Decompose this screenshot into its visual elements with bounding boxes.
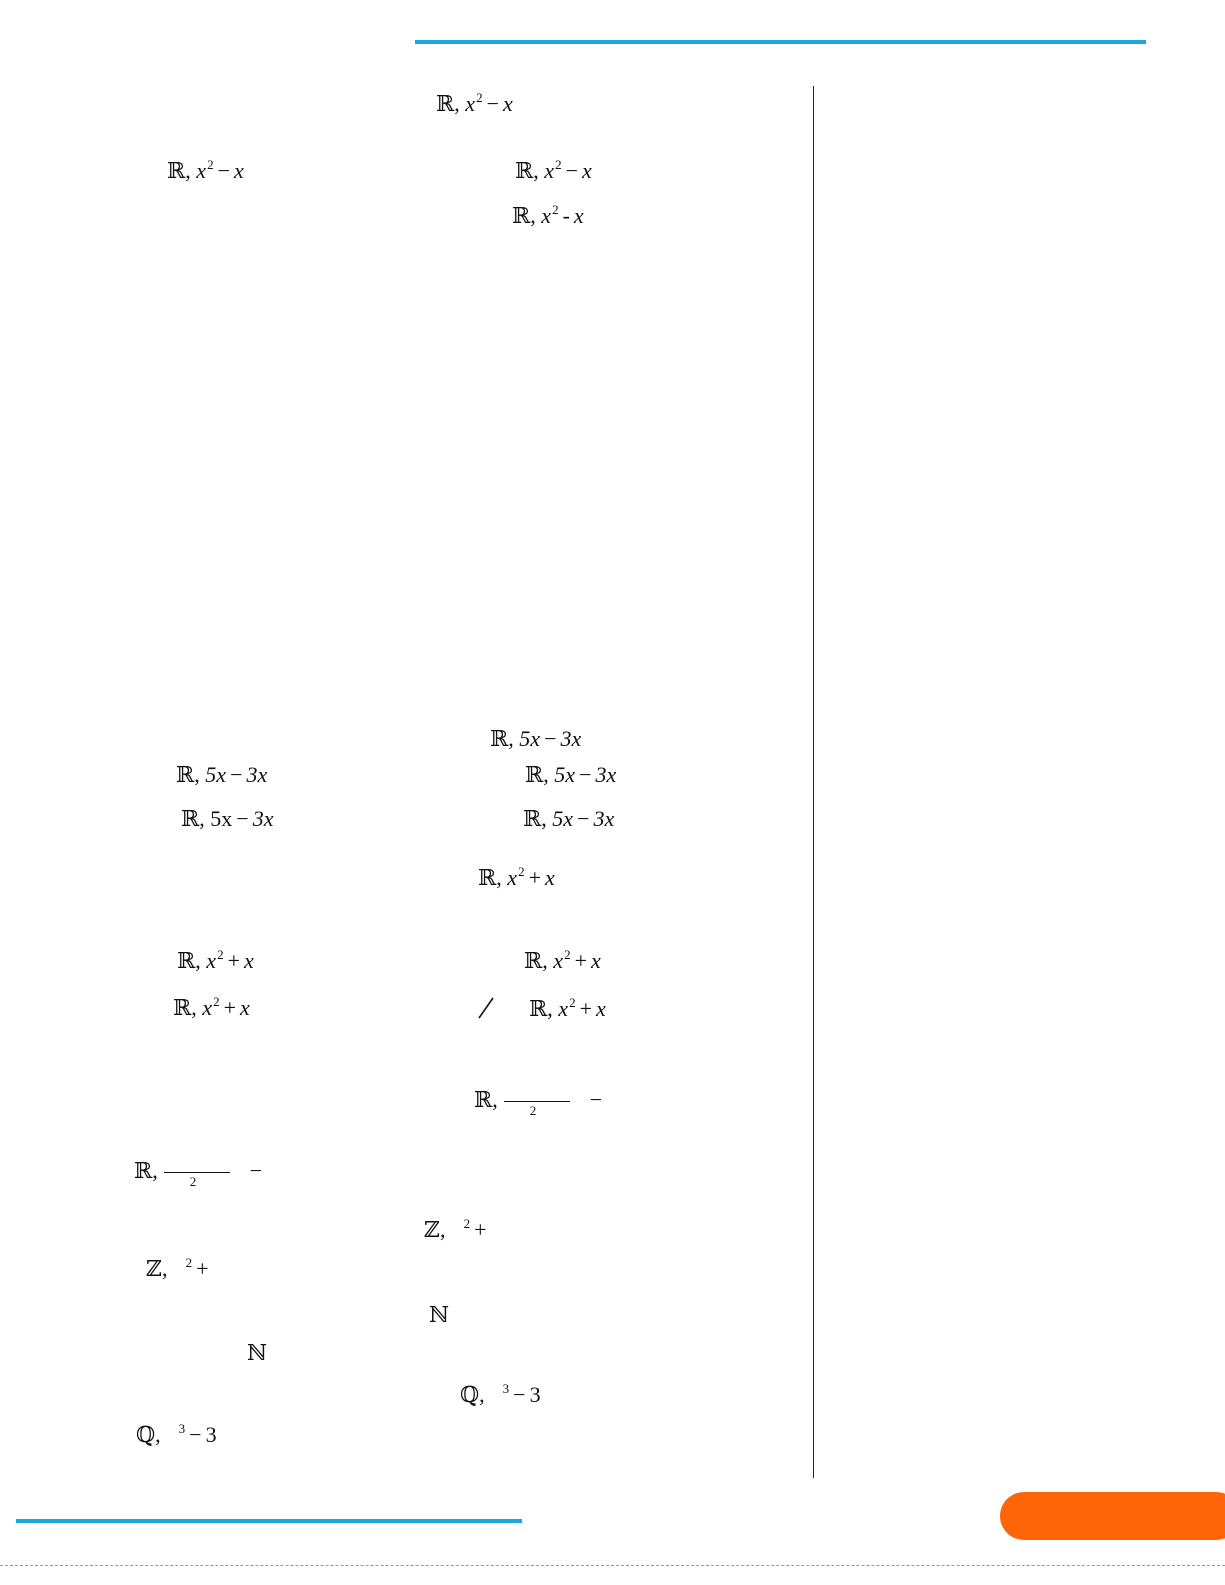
exponent: 2 xyxy=(564,947,571,962)
plus-sign: + xyxy=(474,1217,487,1242)
set-r: ℝ, xyxy=(515,158,539,183)
exponent: 2 xyxy=(185,1255,193,1270)
expr-2-option-a xyxy=(176,762,267,788)
set-r: ℝ, xyxy=(478,865,502,890)
fraction xyxy=(502,1087,570,1118)
minus-sign: − xyxy=(579,762,592,787)
set-r: ℝ, xyxy=(181,806,205,831)
expr-3-option-a xyxy=(177,948,254,977)
expr-2-prompt xyxy=(490,726,581,752)
coefficient-5: 5 xyxy=(210,806,222,831)
expr-7-prompt xyxy=(460,1382,541,1411)
plus-sign: + xyxy=(528,865,541,890)
term-3x: 3x xyxy=(252,806,274,831)
set-q: ℚ, xyxy=(460,1382,485,1407)
expr-4-answer xyxy=(134,1158,266,1189)
set-r: ℝ, xyxy=(173,995,197,1020)
variable-x: x xyxy=(544,158,555,183)
minus-sign: − xyxy=(513,1382,526,1407)
fraction xyxy=(162,1158,230,1189)
expr-1-option-b xyxy=(515,158,592,187)
minus-sign: − xyxy=(249,1158,263,1183)
hyphen-sign: - xyxy=(562,203,570,228)
expr-2-option-c xyxy=(181,806,273,832)
term-3x: 3x xyxy=(560,726,582,751)
constant-3: 3 xyxy=(529,1382,541,1407)
expr-1-prompt xyxy=(436,91,513,120)
plus-sign: + xyxy=(579,996,592,1021)
expr-2-option-b xyxy=(525,762,616,788)
exponent: 3 xyxy=(178,1421,186,1436)
expr-4-prompt xyxy=(474,1087,606,1118)
minus-sign: − xyxy=(589,1087,603,1112)
exponent: 3 xyxy=(502,1381,510,1396)
set-r: ℝ, xyxy=(490,726,514,751)
term-5x: 5x xyxy=(552,806,574,831)
plus-sign: + xyxy=(196,1256,209,1281)
set-q: ℚ, xyxy=(136,1422,161,1447)
set-z: ℤ, xyxy=(146,1256,168,1281)
term-3x: 3x xyxy=(246,762,268,787)
variable-x: x xyxy=(573,203,584,228)
exponent: 2 xyxy=(569,995,576,1010)
variable-x: x xyxy=(465,91,476,116)
cut-line xyxy=(0,1565,1225,1566)
minus-sign: − xyxy=(486,91,499,116)
plus-sign: + xyxy=(223,995,236,1020)
minus-sign: − xyxy=(189,1422,202,1447)
set-r: ℝ, xyxy=(176,762,200,787)
variable-x: x xyxy=(595,996,606,1021)
exponent: 2 xyxy=(207,157,214,172)
variable-x: x xyxy=(553,948,564,973)
header-rule xyxy=(415,40,1146,44)
term-3x: 3x xyxy=(595,762,617,787)
expr-7-answer xyxy=(136,1422,217,1451)
expr-3-option-c xyxy=(173,995,250,1024)
expr-2-option-d xyxy=(523,806,614,832)
term-5x: 5x xyxy=(205,762,227,787)
footer-rule xyxy=(16,1519,522,1523)
set-r: ℝ, xyxy=(134,1158,158,1183)
variable-x: x xyxy=(541,203,552,228)
variable-x: x xyxy=(581,158,592,183)
set-r: ℝ, xyxy=(529,996,553,1021)
expr-6-answer xyxy=(247,1340,267,1366)
page-tab xyxy=(1000,1492,1225,1540)
slash-mark-icon xyxy=(476,996,496,1020)
exponent: 2 xyxy=(213,994,220,1009)
variable-x: x xyxy=(502,91,513,116)
minus-sign: − xyxy=(565,158,578,183)
variable-x: x xyxy=(239,995,250,1020)
exponent: 2 xyxy=(217,947,224,962)
exponent: 2 xyxy=(555,157,562,172)
denominator: 2 xyxy=(189,1174,197,1189)
expr-3-option-d xyxy=(529,996,606,1025)
set-z: ℤ, xyxy=(424,1217,446,1242)
denominator: 2 xyxy=(529,1103,537,1118)
expr-3-prompt xyxy=(478,865,555,894)
variable-x-upright: x xyxy=(221,806,233,831)
exponent: 2 xyxy=(476,90,483,105)
variable-x: x xyxy=(206,948,217,973)
plus-sign: + xyxy=(227,948,240,973)
expr-5-answer xyxy=(146,1256,212,1285)
variable-x: x xyxy=(507,865,518,890)
variable-x: x xyxy=(196,158,207,183)
term-5x: 5x xyxy=(554,762,576,787)
variable-x: x xyxy=(590,948,601,973)
set-n: ℕ xyxy=(247,1340,268,1365)
set-r: ℝ, xyxy=(524,948,548,973)
exponent: 2 xyxy=(518,864,525,879)
set-r: ℝ, xyxy=(512,203,536,228)
minus-sign: − xyxy=(577,806,590,831)
column-divider xyxy=(813,86,814,1478)
term-3x: 3x xyxy=(593,806,615,831)
exponent: 2 xyxy=(463,1216,471,1231)
expr-6-prompt xyxy=(429,1302,449,1328)
set-r: ℝ, xyxy=(167,158,191,183)
variable-x: x xyxy=(243,948,254,973)
expr-1-option-a xyxy=(167,158,244,187)
plus-sign: + xyxy=(574,948,587,973)
minus-sign: − xyxy=(217,158,230,183)
exponent: 2 xyxy=(552,202,559,217)
constant-3: 3 xyxy=(205,1422,217,1447)
variable-x: x xyxy=(202,995,213,1020)
variable-x: x xyxy=(544,865,555,890)
expr-5-prompt xyxy=(424,1217,490,1246)
variable-x: x xyxy=(233,158,244,183)
term-5x: 5x xyxy=(519,726,541,751)
set-r: ℝ, xyxy=(523,806,547,831)
set-r: ℝ, xyxy=(436,91,460,116)
set-r: ℝ, xyxy=(525,762,549,787)
fraction-bar xyxy=(164,1172,230,1173)
set-r: ℝ, xyxy=(474,1087,498,1112)
set-r: ℝ, xyxy=(177,948,201,973)
fraction-bar xyxy=(504,1101,570,1102)
expr-1-option-c xyxy=(512,203,584,232)
variable-x: x xyxy=(558,996,569,1021)
minus-sign: − xyxy=(236,806,249,831)
minus-sign: − xyxy=(230,762,243,787)
minus-sign: − xyxy=(544,726,557,751)
set-n: ℕ xyxy=(429,1302,450,1327)
expr-3-option-b xyxy=(524,948,601,977)
